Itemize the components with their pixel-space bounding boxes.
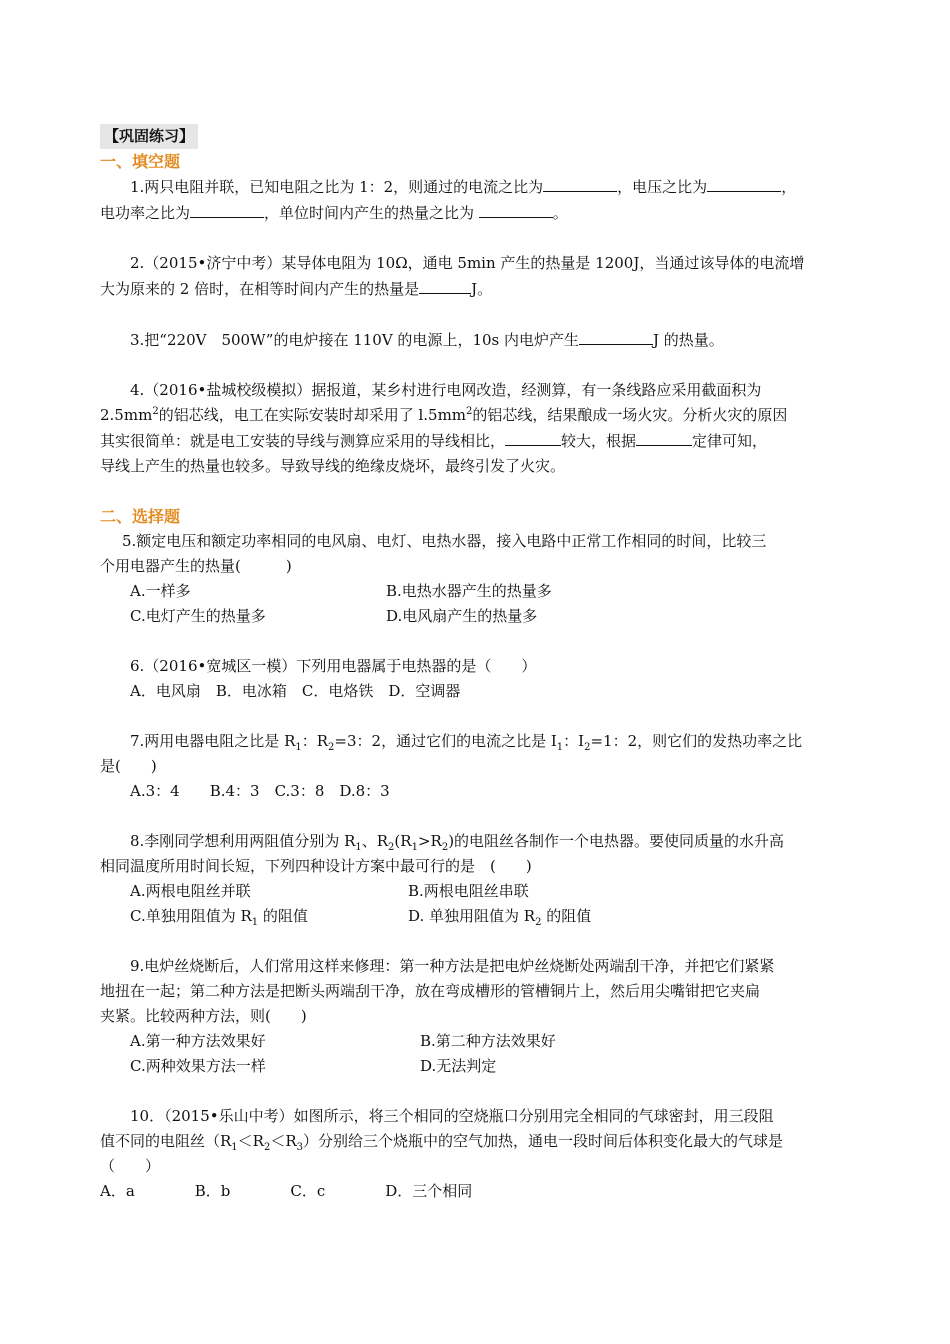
option-c[interactable]: C.单独用阻值为 $R_1$ 的阻值 [130, 907, 308, 928]
exercise-title: 【巩固练习】 [100, 124, 198, 149]
option-a[interactable]: A.两根电阻丝并联 [130, 882, 251, 900]
answer-blank[interactable] [505, 428, 561, 446]
question-6: 6.（2016•宽城区一模）下列用电器属于电热器的是（ ） A．电风扇 B．电冰箱 C．电烙铁 D．空调器 [100, 654, 852, 704]
option-b[interactable]: B.两根电阻丝串联 [408, 882, 529, 900]
question-8: 8.李刚同学想利用两阻值分别为 $R_1$、$R_2(R_1>R_2)$的电阻丝各制作一个电热器。要使同质量的水升高 相同温度所用时间长短，下列四种设计方案中最可行的是 ( ) A.两根电阻丝并联 B.两根电阻丝串联 C.单独用阻值为 $R_1$ 的阻值 D. 单独用阻值为 $R_2$ 的阻值 [100, 829, 852, 929]
question-5: 5.额定电压和额定功率相同的电风扇、电灯、电热水器，接入电路中正常工作相同的时间，比较三 个用电器产生的热量( ) A.一样多 B.电热水器产生的热量多 C.电灯产生的热量多 D.电风扇产生的热量多 [100, 529, 852, 629]
answer-blank[interactable] [543, 174, 617, 192]
section-fill-title: 一、填空题 [100, 152, 181, 171]
option-d[interactable]: D.电风扇产生的热量多 [386, 607, 538, 625]
question-4: 4.（2016•盐城校级模拟）据报道，某乡村进行电网改造，经测算，有一条线路应采用截面积为 $2.5mm^2$的铝芯线，电工在实际安装时却采用了 $l.5mm^2$的铝芯线，结果酿成一场火灾。分析火灾的原因 其实很简单：就是电工安装的导线与测算应采用的导线相比， 较大，根据 定律可知， 导线上产生的热量也较多。导致导线的绝缘皮烧坏，最终引发了火灾。 [100, 381, 788, 475]
question-1: 1.两只电阻并联，已知电阻之比为 1：2，则通过的电流之比为 ，电压之比为 ， 电功率之比为 ，单位时间内产生的热量之比为 。 [100, 174, 852, 226]
answer-blank[interactable] [636, 428, 692, 446]
question-10: 10．（2015•乐山中考）如图所示，将三个相同的空烧瓶口分别用完全相同的气球密封，用三段阻 值不同的电阻丝$(R_1<R_2<R_3)$分别给三个烧瓶中的空气加热，通电一段时间后体积变化最大的气球是 （ ） A．a B．b C．c D．三个相同 [100, 1104, 852, 1204]
option-a[interactable]: A.第一种方法效果好 [130, 1032, 266, 1050]
question-9: 9.电炉丝烧断后，人们常用这样来修理：第一种方法是把电炉丝烧断处两端刮干净，并把它们紧紧 地扭在一起；第二种方法是把断头两端刮干净，放在弯成槽形的管槽铜片上，然后用尖嘴钳把它夹扁 夹紧。比较两种方法，则( ) A.第一种方法效果好 B.第二种方法效果好 C.两种效果方法一样 D.无法判定 [100, 954, 852, 1079]
option-b[interactable]: B.第二种方法效果好 [420, 1032, 556, 1050]
options [100, 879, 852, 929]
option-a[interactable]: A.一样多 [130, 582, 191, 600]
section-choice-title: 二、选择题 [100, 507, 181, 526]
options [100, 1029, 852, 1079]
options[interactable]: A．电风扇 B．电冰箱 C．电烙铁 D．空调器 [130, 682, 461, 700]
option-d[interactable]: D.无法判定 [420, 1057, 497, 1075]
answer-blank[interactable] [479, 200, 553, 218]
answer-blank[interactable] [707, 174, 781, 192]
answer-blank[interactable] [419, 276, 471, 294]
options[interactable]: A．a B．b C．c D．三个相同 [100, 1182, 473, 1200]
option-c[interactable]: C.电灯产生的热量多 [130, 607, 266, 625]
option-d[interactable]: D. 单独用阻值为 $R_2$ 的阻值 [408, 907, 592, 928]
options [100, 579, 852, 629]
question-7: 7.两用电器电阻之比是 $R_1$：$R_2=3$：2，通过它们的电流之比是 $I_1$：$I_2=1$：2，则它们的发热功率之比 是( ) A.3：4 B.4：3 C.3：8 D.8：3 [100, 729, 852, 804]
option-c[interactable]: C.两种效果方法一样 [130, 1057, 266, 1075]
option-b[interactable]: B.电热水器产生的热量多 [386, 582, 552, 600]
question-2: 2.（2015•济宁中考）某导体电阻为 10Ω，通电 5min 产生的热量是 1200J，当通过该导体的电流增 大为原来的 2 倍时，在相等时间内产生的热量是 J。 [100, 254, 805, 298]
exercise-content [100, 124, 852, 1204]
answer-blank[interactable] [579, 327, 653, 345]
options[interactable]: A.3：4 B.4：3 C.3：8 D.8：3 [130, 782, 390, 800]
question-3: 3.把“220V 500W”的电炉接在 110V 的电源上，10s 内电炉产生 J 的热量。 [100, 327, 852, 353]
answer-blank[interactable] [190, 200, 264, 218]
